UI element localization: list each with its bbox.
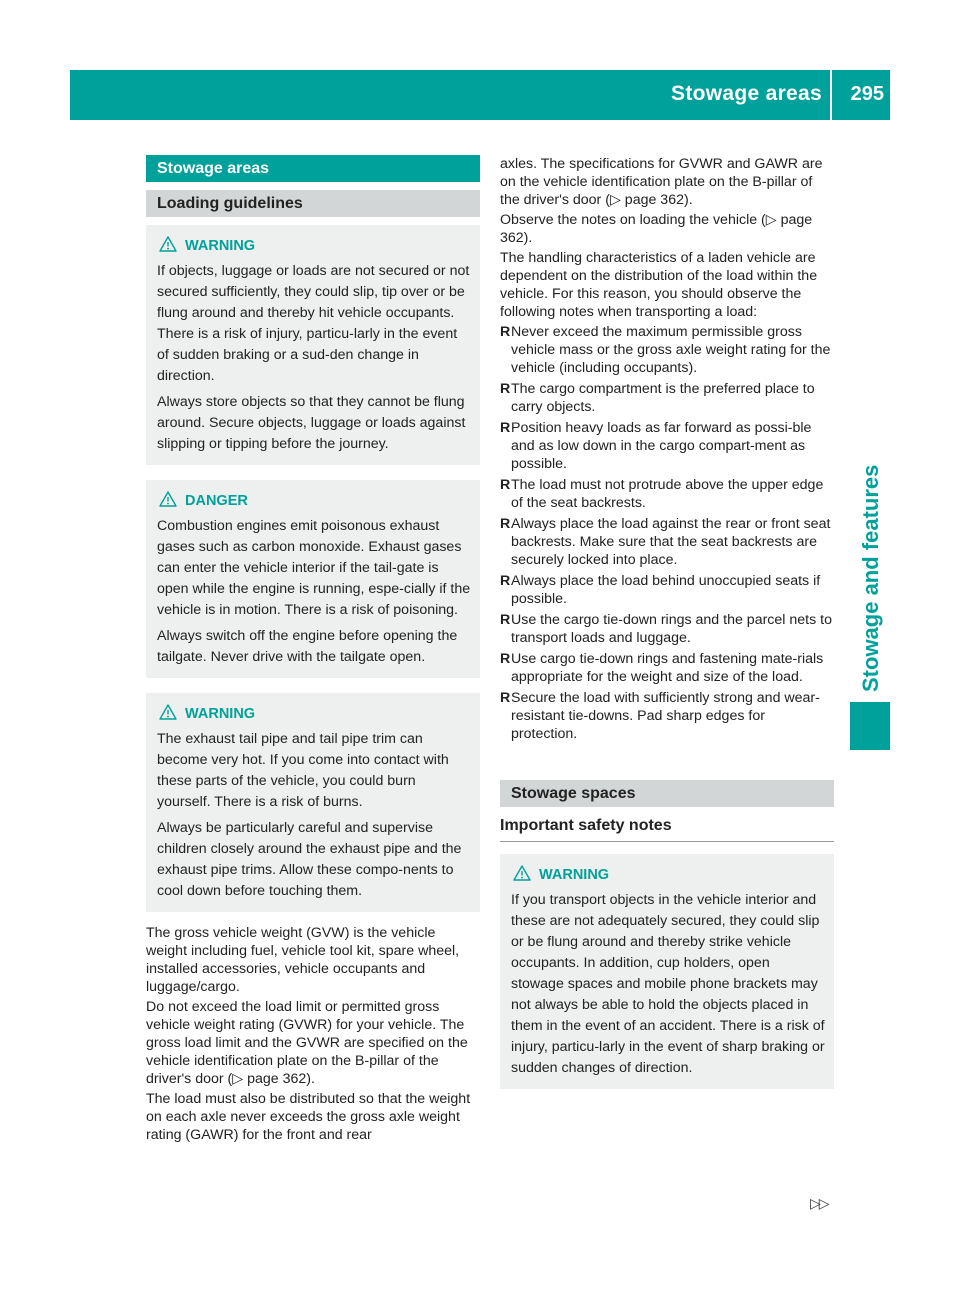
warning-label: WARNING <box>539 867 610 883</box>
right-column <box>500 155 834 1089</box>
header-title: Stowage areas <box>671 82 822 105</box>
paragraph: The gross vehicle weight (GVW) is the vehicle weight including fuel, vehicle tool kit, spare wheel, installed accessories, vehicle occupants and luggage/cargo. <box>146 925 460 995</box>
chapter-side-tab <box>850 120 890 700</box>
bullet-text: Position heavy loads as far forward as possi-ble and as low down in the cargo compart-ment as possible. <box>511 420 812 472</box>
bullet-item <box>500 419 834 473</box>
bullet-text: Always place the load against the rear or front seat backrests. Make sure that the seat backrests are securely locked into place. <box>511 516 831 568</box>
warning-triangle-icon <box>159 704 177 727</box>
warning-label: WARNING <box>185 238 256 254</box>
danger-heading <box>157 490 471 512</box>
header-divider <box>830 70 832 120</box>
bullet-item <box>500 611 834 647</box>
bullet-marker: R <box>500 516 511 532</box>
bullet-marker: R <box>500 420 511 436</box>
bullet-item <box>500 323 834 377</box>
warning-heading <box>157 235 471 257</box>
warning-box <box>146 693 480 912</box>
bullet-item <box>500 515 834 569</box>
page-number: 295 <box>850 83 884 105</box>
paragraph: The handling characteristics of a laden vehicle are dependent on the distribution of the load within the vehicle. For this reason, you should observe the following notes when transporting a load: <box>500 250 818 320</box>
warning-text: The exhaust tail pipe and tail pipe trim can become very hot. If you come into contact with these parts of the vehicle, you could burn yourself. There is a risk of burns. <box>157 731 449 810</box>
bullet-text: Never exceed the maximum permissible gross vehicle mass or the gross axle weight rating for the vehicle (including occupants). <box>511 324 831 376</box>
bullet-marker: R <box>500 477 511 493</box>
warning-triangle-icon <box>513 865 531 888</box>
danger-label: DANGER <box>185 493 248 509</box>
paragraph: axles. The specifications for GVWR and GAWR are on the vehicle identification plate on the B-pillar of the driver's door (▷ page 362). <box>500 156 823 208</box>
warning-heading <box>511 864 825 886</box>
bullet-text: Use cargo tie-down rings and fastening mate-rials appropriate for the weight and size of the load. <box>511 651 824 685</box>
bullet-item <box>500 689 834 743</box>
bullet-text: Secure the load with sufficiently strong and wear-resistant tie-downs. Pad sharp edges for protection. <box>511 690 820 742</box>
warning-label: WARNING <box>185 706 256 722</box>
chapter-marker <box>850 702 890 750</box>
bullet-marker: R <box>500 573 511 589</box>
bullet-marker: R <box>500 690 511 706</box>
danger-box <box>146 480 480 678</box>
warning-text: If you transport objects in the vehicle interior and these are not adequately secured, they could slip or be flung around and thereby strike vehicle occupants. In addition, cup holders, open stowage spaces and mobile phone brackets may not always be able to hold the objects placed in them in the event of an accident. There is a risk of injury, particu-larly in the event of sharp braking or sudden changes of direction. <box>511 892 825 1076</box>
subsection-title: Loading guidelines <box>146 190 480 217</box>
bullet-marker: R <box>500 381 511 397</box>
subsection-title: Important safety notes <box>500 817 834 842</box>
continue-marker-icon: ▷▷ <box>810 1195 828 1211</box>
warning-text: Always be particularly careful and supervise children closely around the exhaust pipe and the exhaust pipe trims. Allow these compo-nents to cool down before touching them. <box>157 820 462 899</box>
bullet-marker: R <box>500 651 511 667</box>
warning-text: Always store objects so that they cannot be flung around. Secure objects, luggage or loads against slipping or tipping before the journey. <box>157 394 466 452</box>
body-text <box>500 155 834 321</box>
danger-text: Combustion engines emit poisonous exhaust gases such as carbon monoxide. Exhaust gases can enter the vehicle interior if the tail-gate is open while the engine is running, espe-cially if the vehicle is in motion. There is a risk of poisoning. <box>157 518 471 618</box>
section-title: Stowage spaces <box>500 780 834 807</box>
paragraph: Do not exceed the load limit or permitted gross vehicle weight rating (GVWR) for your vehicle. The gross load limit and the GVWR are specified on the vehicle identification plate on the B-pillar of the driver's door (▷ page 362). <box>146 999 468 1087</box>
bullet-text: Always place the load behind unoccupied seats if possible. <box>511 573 821 607</box>
bullet-list <box>500 323 834 743</box>
bullet-item <box>500 650 834 686</box>
warning-triangle-icon <box>159 236 177 259</box>
warning-triangle-icon <box>159 491 177 514</box>
warning-heading <box>157 703 471 725</box>
bullet-marker: R <box>500 612 511 628</box>
bullet-text: The cargo compartment is the preferred place to carry objects. <box>511 381 815 415</box>
bullet-item <box>500 380 834 416</box>
bullet-text: Use the cargo tie-down rings and the parcel nets to transport loads and luggage. <box>511 612 832 646</box>
paragraph: The load must also be distributed so that the weight on each axle never exceeds the gross axle weight rating (GAWR) for the front and rear <box>146 1091 471 1143</box>
warning-box <box>500 854 834 1089</box>
bullet-marker: R <box>500 324 511 340</box>
warning-text: If objects, luggage or loads are not secured or not secured sufficiently, they could slip, tip over or be flung around and thereby hit vehicle occupants. There is a risk of injury, particu-larly in the event of sudden braking or a sud-den change in direction. <box>157 263 470 384</box>
section-title: Stowage areas <box>146 155 480 182</box>
paragraph: Observe the notes on loading the vehicle (▷ page 362). <box>500 212 813 246</box>
bullet-text: The load must not protrude above the upper edge of the seat backrests. <box>511 477 824 511</box>
danger-text: Always switch off the engine before opening the tailgate. Never drive with the tailgate open. <box>157 628 458 665</box>
body-text <box>146 924 480 1144</box>
left-column <box>146 155 480 1146</box>
bullet-item <box>500 476 834 512</box>
page-header <box>70 70 890 120</box>
warning-box <box>146 225 480 465</box>
bullet-item <box>500 572 834 608</box>
chapter-label: Stowage and features <box>858 464 883 692</box>
